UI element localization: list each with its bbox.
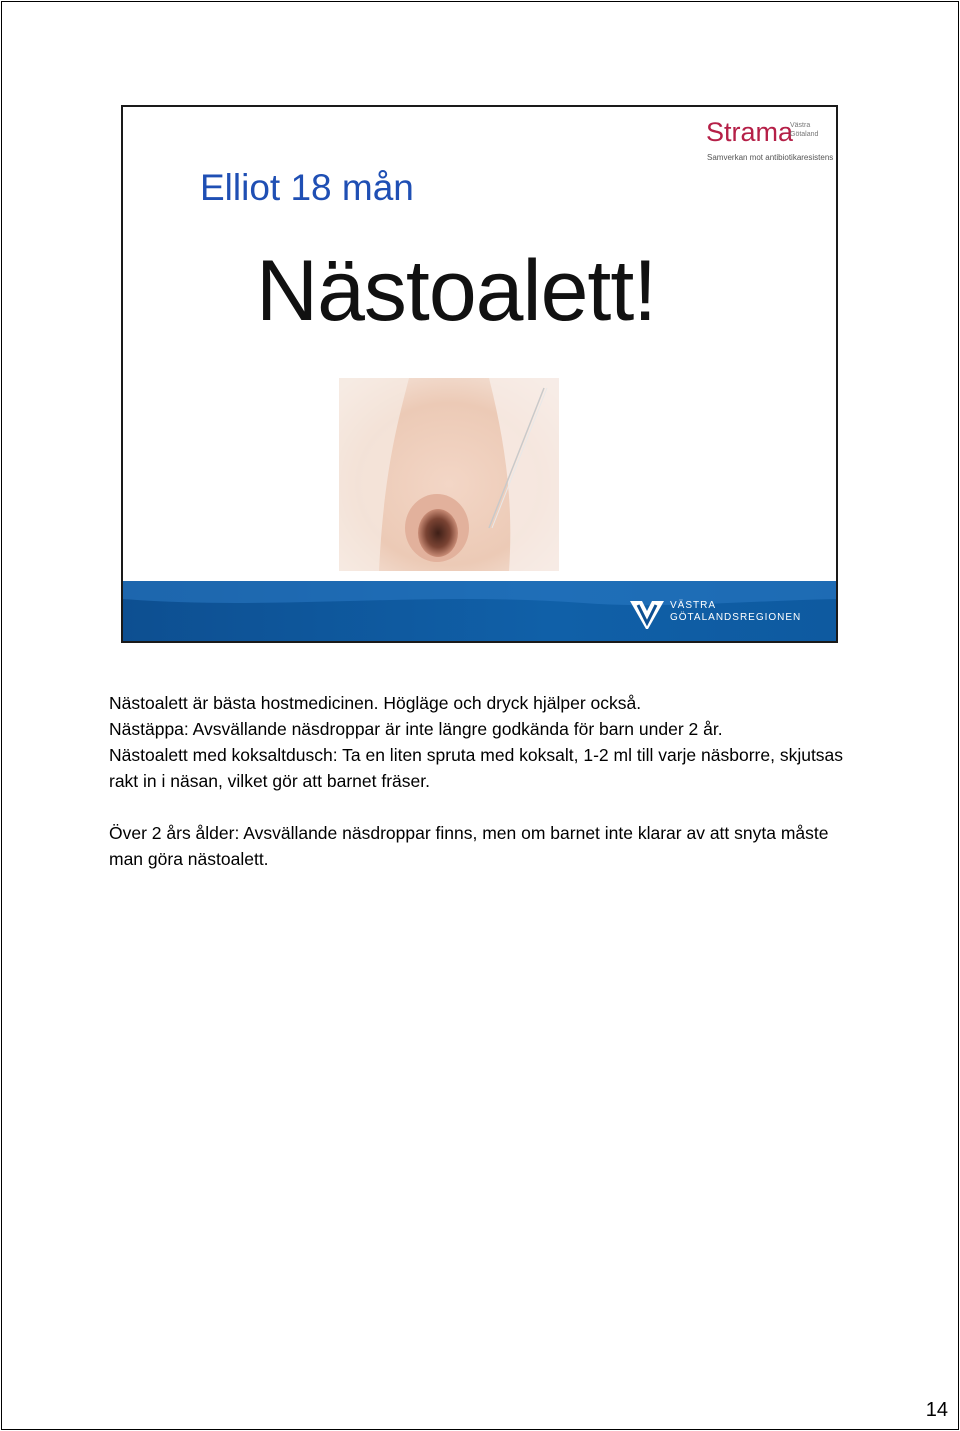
strama-logo-region: Västra Götaland	[790, 122, 819, 138]
vgr-logo-line2: GÖTALANDSREGIONEN	[670, 612, 802, 623]
slide-footer-band	[123, 581, 836, 641]
notes-line-1: Nästoalett är bästa hostmedicinen. Högläge och dryck hjälper också.	[109, 693, 642, 713]
vgr-mark-icon	[628, 597, 666, 631]
slide-subtitle: Elliot 18 mån	[200, 167, 414, 208]
vgr-logo-text	[670, 600, 801, 624]
strama-logo-tagline: Samverkan mot antibiotikaresistens	[707, 153, 834, 162]
speaker-notes	[109, 690, 849, 872]
slide-title: Nästoalett!	[256, 243, 657, 339]
notes-line-2: Nästäppa: Avsvällande näsdroppar är inte längre godkända för barn under 2 år.	[109, 719, 723, 739]
nose-photo	[339, 378, 559, 571]
slide	[121, 105, 838, 643]
page-number: 14	[925, 1399, 948, 1421]
notes-line-4: Över 2 års ålder: Avsvällande näsdroppar finns, men om barnet inte klarar av att snyta måste man göra nästoalett.	[109, 823, 829, 869]
strama-logo-name: Strama	[706, 117, 794, 147]
vgr-logo-line1: VÄSTRA	[670, 600, 717, 611]
notes-line-3: Nästoalett med koksaltdusch: Ta en liten spruta med koksalt, 1-2 ml till varje näsborre, skjutsas rakt in i näsan, vilket gör att barnet fräser.	[109, 745, 844, 791]
